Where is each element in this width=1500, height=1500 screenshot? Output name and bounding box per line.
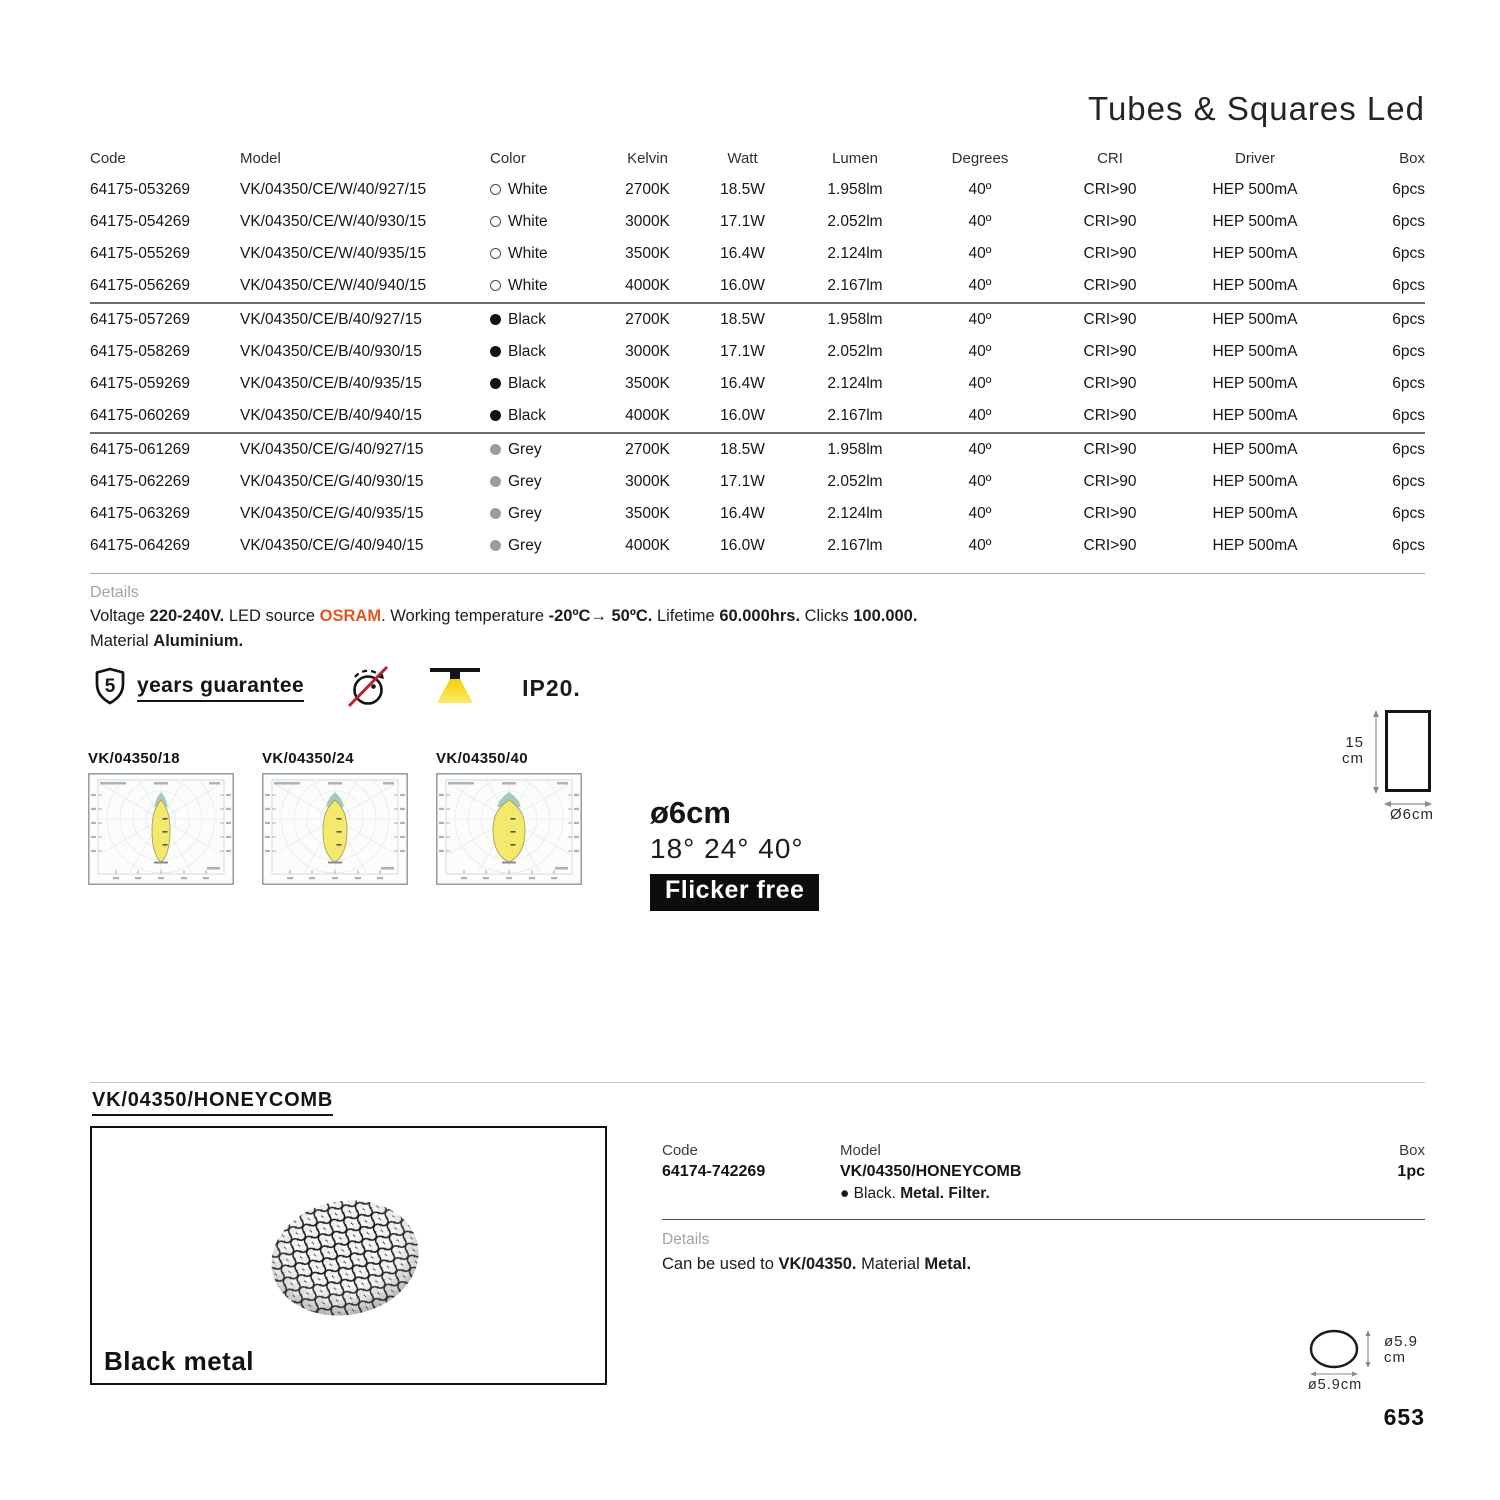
table-row — [90, 434, 1425, 466]
honeycomb-heading: VK/04350/HONEYCOMB — [92, 1089, 333, 1116]
cell-cri: CRI>90 — [1083, 441, 1137, 458]
text-segment: Lifetime — [652, 607, 720, 625]
honeycomb-model-label: Model — [840, 1142, 881, 1159]
cell-driver: HEP 500mA — [1212, 473, 1298, 490]
cell-lumen: 2.167lm — [827, 277, 883, 294]
cell-code: 64175-061269 — [90, 441, 190, 458]
guarantee-label: years guarantee — [137, 674, 304, 702]
cell-model: VK/04350/CE/G/40/940/15 — [240, 537, 424, 554]
color-dot — [490, 248, 501, 259]
cell-driver: HEP 500mA — [1212, 407, 1298, 424]
cell-box: 6pcs — [1392, 311, 1425, 328]
table-row — [90, 336, 1425, 368]
text-segment: -20ºC→ 50ºC. — [548, 607, 653, 625]
cell-lumen: 2.052lm — [827, 473, 883, 490]
header-model: Model — [240, 149, 281, 167]
cell-driver: HEP 500mA — [1212, 277, 1298, 294]
height-label — [1330, 735, 1364, 767]
cell-model: VK/04350/CE/W/40/940/15 — [240, 277, 427, 294]
cell-watt: 18.5W — [720, 311, 765, 328]
table-row — [90, 206, 1425, 238]
cell-watt: 16.4W — [720, 375, 765, 392]
text-segment: OSRAM — [319, 607, 382, 625]
cell-watt: 17.1W — [720, 343, 765, 360]
cell-code: 64175-060269 — [90, 407, 190, 424]
cell-box: 6pcs — [1392, 537, 1425, 554]
photometric-diagram — [436, 750, 582, 890]
cell-lumen: 2.124lm — [827, 245, 883, 262]
header-lumen: Lumen — [832, 149, 878, 167]
text-segment: Can be used to — [662, 1255, 779, 1273]
header-cri: CRI — [1097, 149, 1123, 167]
details-block — [90, 584, 1425, 652]
honeycomb-box-qty: 1pc — [1397, 1163, 1425, 1180]
cell-color: Grey — [490, 441, 605, 459]
cell-model: VK/04350/CE/W/40/935/15 — [240, 245, 427, 262]
page-title: Tubes & Squares Led — [1088, 90, 1425, 127]
cell-model: VK/04350/CE/G/40/927/15 — [240, 441, 424, 458]
cell-degrees: 40º — [968, 277, 992, 294]
flicker-free-badge: Flicker free — [650, 874, 819, 911]
cell-watt: 18.5W — [720, 181, 765, 198]
photometric-diagram — [262, 750, 408, 890]
table-header — [90, 142, 1425, 174]
details-line-1 — [90, 605, 1425, 627]
cell-box: 6pcs — [1392, 213, 1425, 230]
section-divider — [90, 1082, 1425, 1083]
table-group — [90, 434, 1425, 562]
cell-kelvin: 4000K — [625, 537, 670, 554]
table-row — [90, 400, 1425, 432]
cell-watt: 16.0W — [720, 407, 765, 424]
cell-code: 64175-053269 — [90, 181, 190, 198]
cell-driver: HEP 500mA — [1212, 505, 1298, 522]
products-table — [90, 142, 1425, 574]
height-value: 15 — [1345, 734, 1364, 751]
cell-degrees: 40º — [968, 245, 992, 262]
text-segment: VK/04350. — [778, 1255, 857, 1273]
cell-kelvin: 3500K — [625, 505, 670, 522]
cell-cri: CRI>90 — [1083, 277, 1137, 294]
honeycomb-box-label: Box — [1399, 1142, 1425, 1159]
cell-cri: CRI>90 — [1083, 181, 1137, 198]
header-kelvin: Kelvin — [627, 149, 668, 167]
text-segment: 100.000. — [853, 607, 918, 625]
cell-driver: HEP 500mA — [1212, 181, 1298, 198]
polar-plot — [436, 773, 582, 890]
diagram-label: VK/04350/40 — [436, 750, 528, 767]
cell-kelvin: 3500K — [625, 245, 670, 262]
cell-lumen: 2.167lm — [827, 407, 883, 424]
text-segment: Metal. — [924, 1255, 972, 1273]
color-dot — [490, 444, 501, 455]
cell-color: Black — [490, 407, 605, 425]
cell-color: Grey — [490, 537, 605, 555]
cell-degrees: 40º — [968, 181, 992, 198]
honeycomb-code: 64174-742269 — [662, 1163, 766, 1180]
cell-color: Grey — [490, 473, 605, 491]
color-dot — [490, 378, 501, 389]
cell-kelvin: 3000K — [625, 213, 670, 230]
text-segment: Voltage — [90, 607, 150, 625]
cell-cri: CRI>90 — [1083, 311, 1137, 328]
honeycomb-image-box — [90, 1126, 607, 1385]
cell-color: Grey — [490, 505, 605, 523]
cell-code: 64175-063269 — [90, 505, 190, 522]
cell-cri: CRI>90 — [1083, 245, 1137, 262]
text-segment: Clicks — [800, 607, 854, 625]
cell-driver: HEP 500mA — [1212, 537, 1298, 554]
table-group — [90, 174, 1425, 304]
cell-driver: HEP 500mA — [1212, 311, 1298, 328]
table-row — [90, 498, 1425, 530]
cell-driver: HEP 500mA — [1212, 441, 1298, 458]
height-unit: cm — [1342, 750, 1364, 767]
cell-code: 64175-064269 — [90, 537, 190, 554]
cell-degrees: 40º — [968, 311, 992, 328]
text-segment: Aluminium. — [153, 632, 244, 650]
cell-cri: CRI>90 — [1083, 473, 1137, 490]
cell-degrees: 40º — [968, 343, 992, 360]
guarantee-row — [90, 663, 581, 713]
honeycomb-details-label: Details — [662, 1231, 710, 1248]
details-line-2 — [90, 630, 1425, 652]
spec-diameter: ø6cm — [650, 795, 731, 830]
cell-cri: CRI>90 — [1083, 343, 1137, 360]
cell-watt: 16.4W — [720, 505, 765, 522]
header-watt: Watt — [727, 149, 758, 167]
honeycomb-variant — [840, 1185, 1335, 1203]
table-bottom-rule — [90, 573, 1425, 574]
guarantee-shield-icon — [90, 666, 130, 711]
cell-lumen: 2.124lm — [827, 505, 883, 522]
text-segment: Material — [856, 1255, 925, 1273]
header-color: Color — [490, 149, 526, 167]
cell-box: 6pcs — [1392, 505, 1425, 522]
diagram-label: VK/04350/24 — [262, 750, 354, 767]
header-code: Code — [90, 149, 126, 167]
cell-model: VK/04350/CE/B/40/930/15 — [240, 343, 422, 360]
dimension-rectangle — [1385, 710, 1431, 792]
cell-code: 64175-059269 — [90, 375, 190, 392]
cell-box: 6pcs — [1392, 277, 1425, 294]
cell-lumen: 2.052lm — [827, 213, 883, 230]
dimension-figure-tube — [1330, 705, 1440, 825]
cell-kelvin: 2700K — [625, 311, 670, 328]
cell-model: VK/04350/CE/B/40/927/15 — [240, 311, 422, 328]
cell-degrees: 40º — [968, 407, 992, 424]
cell-driver: HEP 500mA — [1212, 375, 1298, 392]
guarantee-years-number: 5 — [104, 675, 116, 697]
table-group — [90, 304, 1425, 434]
cell-watt: 16.0W — [720, 537, 765, 554]
cell-box: 6pcs — [1392, 343, 1425, 360]
cell-lumen: 1.958lm — [827, 181, 883, 198]
cell-model: VK/04350/CE/W/40/930/15 — [240, 213, 427, 230]
text-segment: LED source — [224, 607, 320, 625]
cell-model: VK/04350/CE/B/40/935/15 — [240, 375, 422, 392]
text-segment: Metal. Filter. — [900, 1185, 990, 1202]
cell-kelvin: 4000K — [625, 277, 670, 294]
polar-plot — [262, 773, 408, 890]
cell-code: 64175-056269 — [90, 277, 190, 294]
cell-lumen: 1.958lm — [827, 311, 883, 328]
cell-degrees: 40º — [968, 473, 992, 490]
text-segment: 220-240V. — [149, 607, 225, 625]
cell-color: White — [490, 277, 605, 295]
cell-color: Black — [490, 311, 605, 329]
color-dot — [490, 410, 501, 421]
cell-degrees: 40º — [968, 213, 992, 230]
table-row — [90, 368, 1425, 400]
cell-color: Black — [490, 343, 605, 361]
color-dot — [490, 280, 501, 291]
color-dot — [490, 184, 501, 195]
side-dimension-value: ø5.9 — [1384, 1333, 1419, 1350]
cell-lumen: 1.958lm — [827, 441, 883, 458]
cell-lumen: 2.167lm — [827, 537, 883, 554]
cell-degrees: 40º — [968, 505, 992, 522]
cell-box: 6pcs — [1392, 473, 1425, 490]
honeycomb-caption: Black metal — [104, 1346, 255, 1376]
cell-kelvin: 3000K — [625, 473, 670, 490]
cell-cri: CRI>90 — [1083, 375, 1137, 392]
cell-driver: HEP 500mA — [1212, 213, 1298, 230]
color-dot — [490, 508, 501, 519]
cell-watt: 16.0W — [720, 277, 765, 294]
cell-kelvin: 4000K — [625, 407, 670, 424]
cell-color: White — [490, 181, 605, 199]
details-label: Details — [90, 584, 139, 601]
cell-model: VK/04350/CE/G/40/935/15 — [240, 505, 424, 522]
photometric-diagram — [88, 750, 234, 890]
diameter-label: Ø6cm — [1389, 806, 1434, 823]
table-body — [90, 174, 1425, 562]
ceiling-light-icon — [428, 666, 482, 711]
cell-cri: CRI>90 — [1083, 407, 1137, 424]
honeycomb-divider — [662, 1219, 1425, 1220]
cell-box: 6pcs — [1392, 181, 1425, 198]
cell-model: VK/04350/CE/G/40/930/15 — [240, 473, 424, 490]
text-segment: 60.000hrs. — [719, 607, 801, 625]
cell-code: 64175-055269 — [90, 245, 190, 262]
cell-lumen: 2.052lm — [827, 343, 883, 360]
color-dot — [490, 346, 501, 357]
text-segment: ● Black. — [840, 1185, 901, 1202]
table-row — [90, 174, 1425, 206]
dimension-figure-honeycomb — [1300, 1320, 1440, 1405]
cell-degrees: 40º — [968, 441, 992, 458]
table-row — [90, 270, 1425, 302]
honeycomb-image — [92, 1128, 604, 1382]
cell-degrees: 40º — [968, 375, 992, 392]
cell-degrees: 40º — [968, 537, 992, 554]
cell-kelvin: 2700K — [625, 441, 670, 458]
header-degrees: Degrees — [951, 149, 1009, 167]
cell-lumen: 2.124lm — [827, 375, 883, 392]
spec-block — [650, 795, 819, 911]
cell-code: 64175-054269 — [90, 213, 190, 230]
diagram-label: VK/04350/18 — [88, 750, 180, 767]
honeycomb-code-label: Code — [662, 1142, 698, 1159]
cell-box: 6pcs — [1392, 245, 1425, 262]
cell-watt: 17.1W — [720, 213, 765, 230]
cell-driver: HEP 500mA — [1212, 245, 1298, 262]
cell-watt: 18.5W — [720, 441, 765, 458]
cell-color: Black — [490, 375, 605, 393]
page-number: 653 — [1383, 1404, 1425, 1430]
cell-box: 6pcs — [1392, 375, 1425, 392]
side-dimension-unit: cm — [1384, 1349, 1406, 1366]
cell-code: 64175-057269 — [90, 311, 190, 328]
honeycomb-bottom-dimension: ø5.9cm — [1307, 1377, 1363, 1393]
cell-color: White — [490, 245, 605, 263]
honeycomb-info — [662, 1142, 1425, 1275]
honeycomb-model: VK/04350/HONEYCOMB — [840, 1163, 1022, 1180]
text-segment: Material — [90, 632, 154, 650]
color-dot — [490, 314, 501, 325]
table-row — [90, 304, 1425, 336]
color-dot — [490, 216, 501, 227]
polar-plot — [88, 773, 234, 890]
cell-cri: CRI>90 — [1083, 213, 1137, 230]
table-row — [90, 466, 1425, 498]
cell-driver: HEP 500mA — [1212, 343, 1298, 360]
color-dot — [490, 540, 501, 551]
cell-code: 64175-058269 — [90, 343, 190, 360]
cell-kelvin: 3500K — [625, 375, 670, 392]
cell-model: VK/04350/CE/B/40/940/15 — [240, 407, 422, 424]
cell-watt: 16.4W — [720, 245, 765, 262]
not-dimmable-icon — [342, 660, 394, 717]
cell-cri: CRI>90 — [1083, 537, 1137, 554]
cell-kelvin: 2700K — [625, 181, 670, 198]
cell-watt: 17.1W — [720, 473, 765, 490]
header-driver: Driver — [1235, 149, 1275, 167]
photometric-diagrams — [88, 750, 708, 895]
cell-code: 64175-062269 — [90, 473, 190, 490]
cell-kelvin: 3000K — [625, 343, 670, 360]
color-dot — [490, 476, 501, 487]
height-dimension-line — [1370, 710, 1382, 799]
text-segment: . Working temperature — [381, 607, 549, 625]
table-row — [90, 238, 1425, 270]
header-box: Box — [1399, 149, 1425, 167]
cell-color: White — [490, 213, 605, 231]
honeycomb-side-dimension — [1384, 1334, 1434, 1366]
ip-rating: IP20. — [522, 674, 581, 701]
honeycomb-details-line — [662, 1253, 1425, 1275]
cell-box: 6pcs — [1392, 441, 1425, 458]
spec-beam-angles: 18° 24° 40° — [650, 833, 804, 864]
cell-box: 6pcs — [1392, 407, 1425, 424]
cell-cri: CRI>90 — [1083, 505, 1137, 522]
cell-model: VK/04350/CE/W/40/927/15 — [240, 181, 427, 198]
table-row — [90, 530, 1425, 562]
